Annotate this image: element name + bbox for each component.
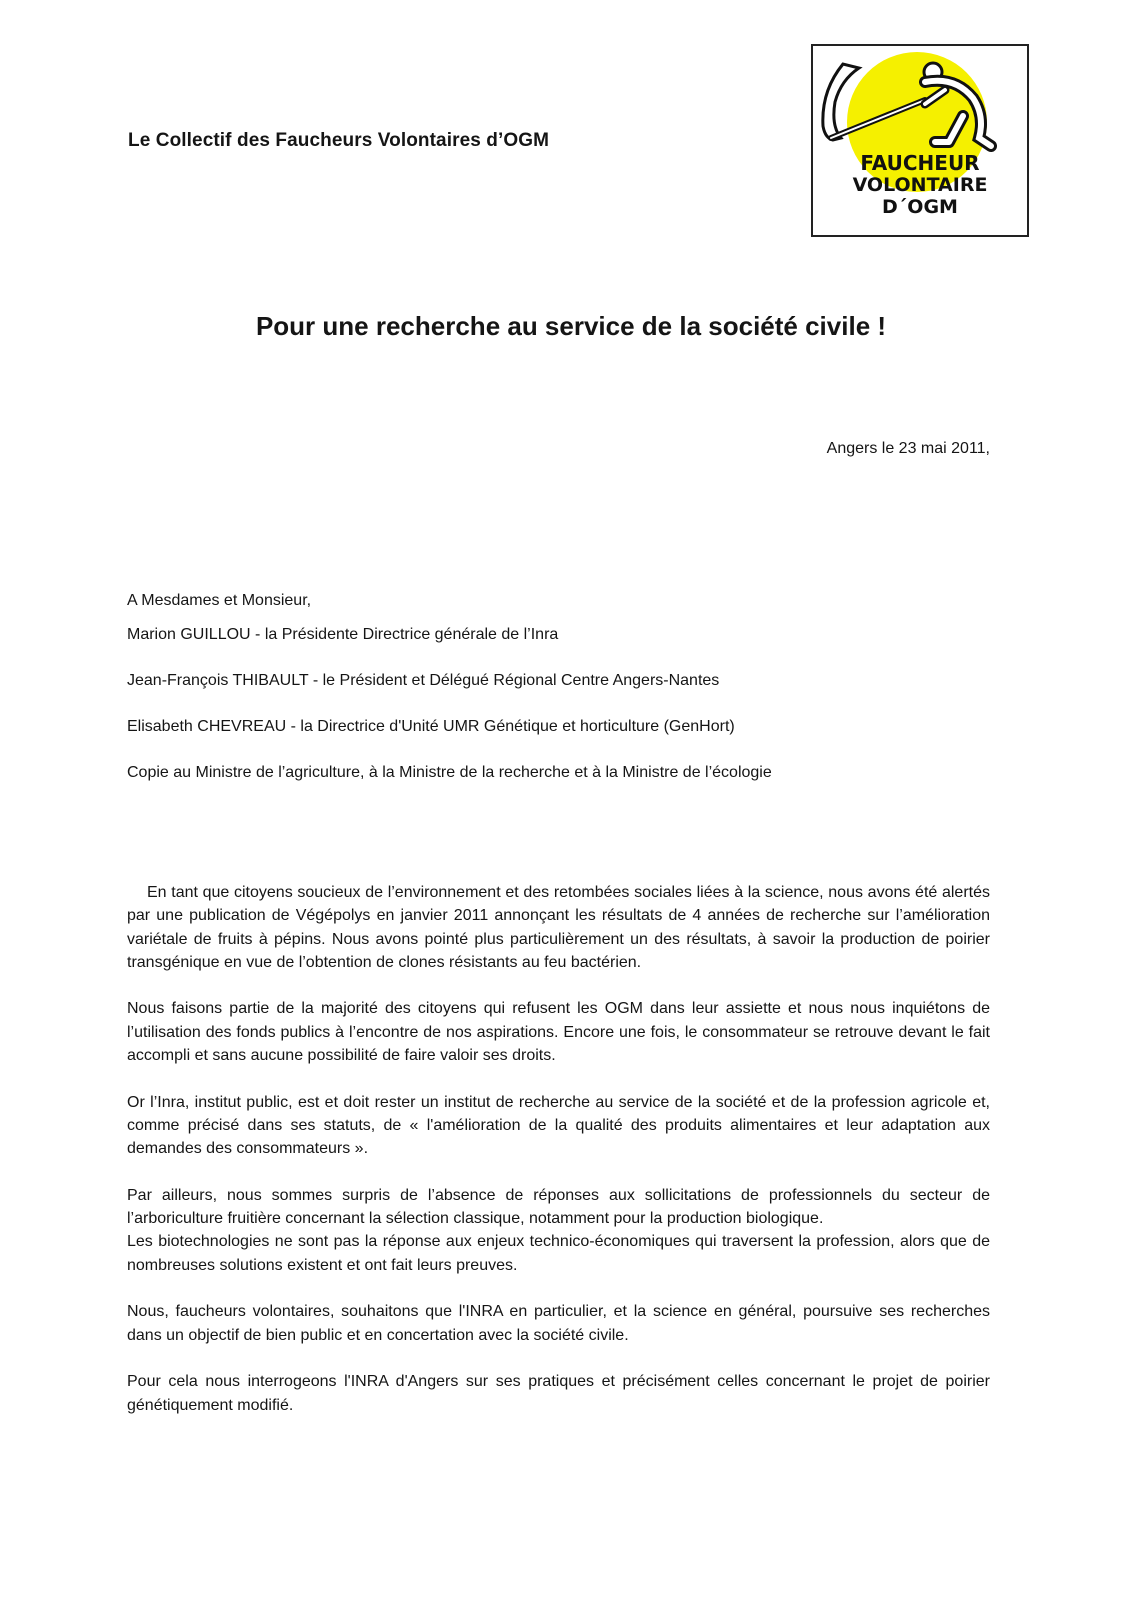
organization-name: Le Collectif des Faucheurs Volontaires d’OGM [128, 130, 550, 151]
paragraph: Nous faisons partie de la majorité des citoyens qui refusent les OGM dans leur assiette et nous nous inquiétons de l’utilisation des fonds publics à l’encontre de nos aspirations. Encore une fois, le consommateur se retrouve devant le fait accompli et sans aucune possibilité de faire valoir ses droits. [127, 1000, 990, 1065]
logo-line-3: D´OGM [882, 196, 958, 218]
paragraph: Nous, faucheurs volontaires, souhaitons que l'INRA en particulier, et la science en général, poursuive ses recherches dans un objectif de bien public et en concertation avec la société civile. [127, 1303, 990, 1344]
page-title: Pour une recherche au service de la société civile ! [255, 311, 887, 341]
scythe-figure-icon [813, 46, 1027, 235]
letter-body [127, 881, 990, 1440]
recipient-line: Jean-François THIBAULT - le Président et Délégué Régional Centre Angers-Nantes [127, 672, 720, 689]
paragraph: Par ailleurs, nous sommes surpris de l’absence de réponses aux sollicitations de professionnels du secteur de l’arboriculture fruitière concernant la sélection classique, notamment pour la production biologique. [127, 1186, 990, 1228]
paragraph: Or l’Inra, institut public, est et doit rester un institut de recherche au service de la société et de la profession agricole et, comme précisé dans ses statuts, de « l'amélioration de la qualité des produits alimentaires et leur adaptation aux demandes des consommateurs ». [127, 1093, 990, 1158]
faucheur-logo [811, 44, 1029, 237]
paragraph: En tant que citoyens soucieux de l’environnement et des retombées sociales liées à la science, nous avons été alertés par une publication de Végépolys en janvier 2011 annonçant les résultats de 4 années de recherche sur l’amélioration variétale de fruits à pépins. Nous avons pointé plus particulièrement un des résultats, à savoir la production de poirier transgénique en vue de l’obtention de clones résistants au feu bactérien. [127, 884, 990, 971]
letter-date: Angers le 23 mai 2011, [826, 440, 990, 457]
paragraph: Pour cela nous interrogeons l'INRA d'Angers sur ses pratiques et précisément celles concernant le projet de poirier génétiquement modifié. [127, 1373, 990, 1414]
logo-line-1: FAUCHEUR [860, 151, 980, 175]
salutation: A Mesdames et Monsieur, [127, 592, 312, 609]
paragraph: Les biotechnologies ne sont pas la réponse aux enjeux technico-économiques qui traversent la profession, alors que de nombreuses solutions existent et ont fait leurs preuves. [127, 1233, 990, 1274]
recipient-line: Marion GUILLOU - la Présidente Directrice générale de l’Inra [127, 626, 559, 643]
copy-line: Copie au Ministre de l’agriculture, à la Ministre de la recherche et à la Ministre de l’écologie [127, 764, 772, 781]
logo-line-2: VOLONTAIRE [852, 174, 988, 196]
recipient-line: Elisabeth CHEVREAU - la Directrice d'Unité UMR Génétique et horticulture (GenHort) [127, 718, 735, 735]
